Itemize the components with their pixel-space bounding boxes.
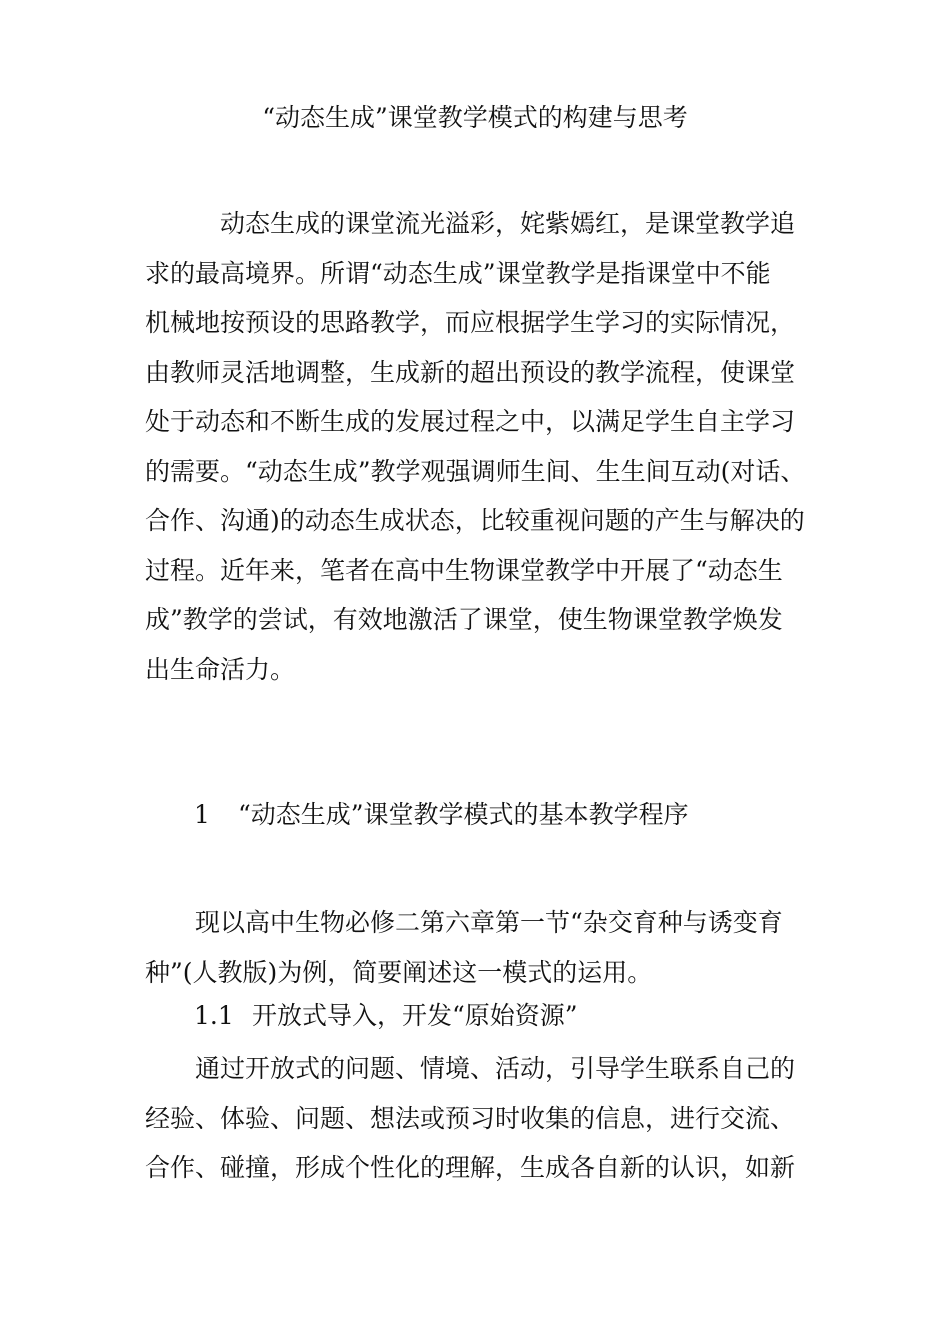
paragraph-line: 种”(人教版)为例，简要阐述这一模式的运用。 bbox=[145, 957, 653, 987]
paragraph-line: 求的最高境界。所谓“动态生成”课堂教学是指课堂中不能 bbox=[145, 258, 771, 288]
paragraph-line: 成”教学的尝试，有效地激活了课堂，使生物课堂教学焕发 bbox=[145, 605, 783, 634]
section-heading-1-1 bbox=[194, 1000, 578, 1032]
document-title: “动态生成”课堂教学模式的构建与思考 bbox=[262, 103, 688, 132]
paragraph-line: 过程。近年来，笔者在高中生物课堂教学中开展了“动态生 bbox=[145, 555, 783, 585]
paragraph-line: 由教师灵活地调整，生成新的超出预设的教学流程，使课堂 bbox=[145, 357, 796, 387]
paragraph-line: 通过开放式的问题、情境、活动，引导学生联系自己的 bbox=[195, 1054, 796, 1083]
section-heading-text: “动态生成”课堂教学模式的基本教学程序 bbox=[238, 800, 689, 829]
subsection-heading-text: 开放式导入，开发“原始资源” bbox=[252, 1001, 578, 1030]
paragraph-line: 经验、体验、问题、想法或预习时收集的信息，进行交流、 bbox=[145, 1103, 796, 1133]
subsection-number: 1.1 bbox=[194, 1001, 234, 1030]
paragraph-line: 现以高中生物必修二第六章第一节“杂交育种与诱变育 bbox=[195, 908, 783, 937]
paragraph-line: 处于动态和不断生成的发展过程之中，以满足学生自主学习 bbox=[145, 407, 796, 436]
paragraph-line: 机械地按预设的思路教学，而应根据学生学习的实际情况， bbox=[145, 308, 796, 337]
example-paragraph bbox=[145, 898, 810, 997]
paragraph-line: 合作、碰撞，形成个性化的理解，生成各自新的认识，如新 bbox=[145, 1153, 796, 1182]
paragraph-line: 合作、沟通)的动态生成状态，比较重视问题的产生与解决的 bbox=[145, 506, 805, 535]
paragraph-line: 的需要。“动态生成”教学观强调师生间、生生间互动(对话、 bbox=[145, 456, 806, 486]
intro-paragraph bbox=[145, 199, 810, 694]
body-paragraph bbox=[145, 1044, 810, 1193]
paragraph-line: 动态生成的课堂流光溢彩，姹紫嫣红，是课堂教学追 bbox=[220, 209, 796, 238]
paragraph-line: 出生命活力。 bbox=[145, 654, 296, 684]
section-heading-1 bbox=[194, 799, 689, 831]
section-number: 1 bbox=[194, 800, 210, 829]
